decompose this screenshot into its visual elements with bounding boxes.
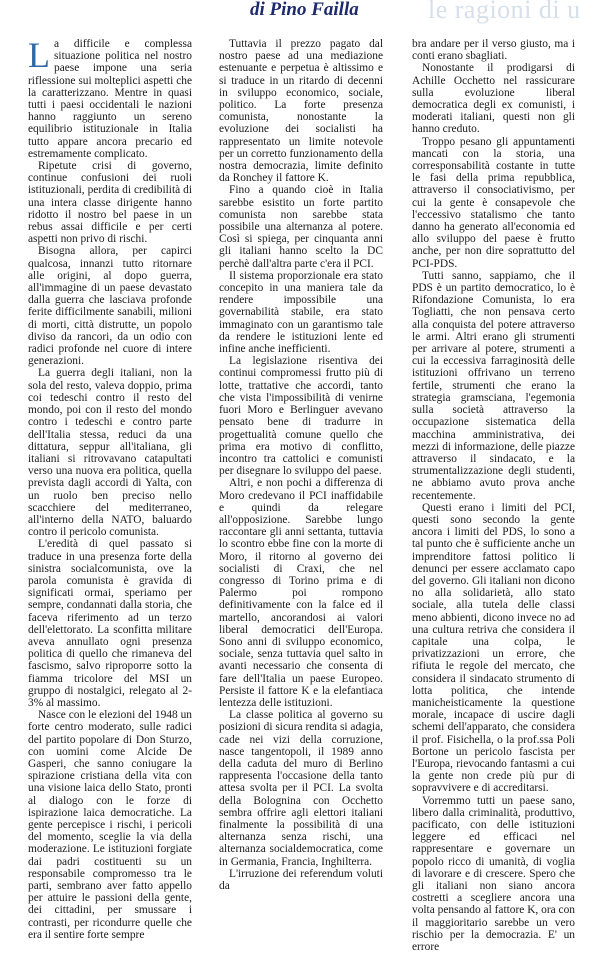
paragraph: Bisogna allora, per capirci qualcosa, innanzi tutto ritornare alle origini, al dopo guerra, all'immagine di un paese devastato dalla guerra che lasciava profonde ferite difficilmente sanabili, milioni di morti, città distrutte, un popolo diviso da rancori, da un odio con radici profonde nel cuore di intere generazioni.: [28, 245, 192, 368]
paragraph: L'eredità di quel passato si traduce in una presenza forte della sinistra socialcomunista, ove la parola comunista è gravida di significati ormai, speriamo per sempre, condannati dalla storia, che faceva riferimento ad un terzo dell'elettorato. La sconfitta militare aveva annullato ogni presenza politica di quello che rimaneva del fascismo, salvo riproporre sotto la fiamma tricolore del MSI un gruppo di nostalgici, relegato al 2-3% al massimo.: [28, 538, 192, 709]
paragraph: La difficile e complessa situazione politica nel nostro paese impone una seria riflessione sui molteplici aspetti che la caratterizzano. Mentre in quasi tutti i paesi occidentali le nazioni hanno raggiunto un sereno equilibrio istituzionale in Italia tutto appare ancora precario ed estremamente complicato.: [28, 35, 192, 160]
article-column-3: [412, 38, 575, 953]
paragraph: Nonostante il prodigarsi di Achille Occhetto nel rassicurare sulla evoluzione liberal democratica degli ex comunisti, i moderati italiani, questi non gli hanno creduto.: [412, 62, 575, 136]
paragraph: Tutti sanno, sappiamo, che il PDS è un partito democratico, lo è Rifondazione Comunista, lo era Togliatti, che non pensava certo alla conquista del potere attraverso le armi. Altri erano gli strumenti per arrivare al potere, strumenti a cui la eccessiva farraginosità delle istituzioni offrivano un terreno fertile, strumenti che erano la strategia gramsciana, l'egemonia sulla società attraverso la occupazione sistematica della macchina amministrativa, dei mezzi di informazione, delle piazze attraverso il sindacato, e la strumentalizzazione degli studenti, ne abbiamo avuto prova anche recentemente.: [412, 269, 575, 502]
paragraph: Fino a quando cioè in Italia sarebbe esistito un forte partito comunista non sarebbe stata possibile una alternanza al potere. Così si spiega, per cinquanta anni gli italiani hanno scelto la DC perchè dall'altra parte c'era il PCI.: [219, 184, 383, 270]
paragraph: Altri, e non pochi a differenza di Moro credevano il PCI inaffidabile e quindi da relegare all'opposizione. Sarebbe lungo raccontare gli anni settanta, tuttavia lo scontro ebbe fine con la morte di Moro, il ritorno al governo dei socialisti di Craxi, che nel congresso di Torino prima e di Palermo poi rompono definitivamente con la falce ed il martello, ancorandosi ai valori liberal democratici dell'Europa. Sono anni di sviluppo economico, sociale, senza tuttavia quel salto in avanti necessario che consenta di fare dell'Italia un paese Europeo. Persiste il fattore K e la elefantiaca lentezza delle istituzioni.: [219, 477, 383, 709]
paragraph: Tuttavia il prezzo pagato dal nostro paese ad una mediazione estenuante e perpetua è altissimo e si traduce in un ritardo di decenni in sviluppo economico, sociale, politico. La forte presenza comunista, nonostante la evoluzione dei socialisti ha rappresentato un limite notevole per un corretto funzionamento della nostra democrazia, limite definito da Ronchey il fattore K.: [219, 38, 383, 185]
ghost-title: le ragioni di u: [428, 0, 581, 24]
paragraph: La classe politica al governo su posizioni di sicura rendita si adagia, cade nei vizi della corruzione, nasce tangentopoli, il 1989 anno della caduta del muro di Berlino rappresenta l'occasione della tanto attesa svolta per il PCI. La svolta della Bolognina con Occhetto sembra offrire agli elettori italiani finalmente la possibilità di una alternanza senza rischi, una alternanza socialdemocratica, come in Germania, Francia, Inghilterra.: [219, 709, 383, 868]
paragraph: La legislazione risentiva dei continui compromessi frutto più di lotte, trattative che accordi, tanto che vista l'impossibilità di venirne fuori Moro e Berlinguer avevano pensato bene di tradurre in progettualità comune quello che prima era motivo di conflitto, incontro tra cattolici e comunisti per disegnare lo sviluppo del paese.: [219, 355, 383, 478]
article-column-2: [219, 38, 383, 893]
paragraph: Il sistema proporzionale era stato concepito in una maniera tale da rendere impossibile una governabilità stabile, era stato immaginato con un garantismo tale da rendere le istituzioni lente ed infine anche inefficienti.: [219, 269, 383, 356]
paragraph: Ripetute crisi di governo, continue confusioni dei ruoli istituzionali, perdita di credibilità di una intera classe dirigente hanno ridotto il nostro bel paese in un rebus assai difficile e per certi aspetti non privo di rischi.: [28, 160, 192, 246]
paragraph: La guerra degli italiani, non la sola del resto, valeva doppio, prima coi tedeschi contro il resto del mondo, poi con il resto del mondo contro i tedeschi e contro parte dell'Italia stessa, reduci da una dittatura, seppur all'italiana, gli italiani si ritrovavano catapultati verso una nuova era politica, quella prevista dagli accordi di Yalta, con un ruolo ben preciso nello scacchiere del mediterraneo, all'interno della NATO, baluardo contro il pericolo comunista.: [28, 367, 192, 539]
header-banner: [0, 0, 600, 24]
paragraph: L'irruzione dei referendum voluti da: [219, 867, 383, 893]
paragraph: Nasce con le elezioni del 1948 un forte centro moderato, sulle radici del partito popolare di Don Sturzo, con uomini come Alcide De Gasperi, che sanno coniugare la spirazione cristiana della vita con una visione laica dello Stato, pronti al dialogo con le forze di ispirazione laica democratiche. La gente percepisce i rischi, i pericoli del momento, sceglie la via della moderazione. Le istituzioni forgiate dai padri costituenti su un responsabile compromesso tra le parti, sembrano aver fatto appello per attuire le passioni della gente, dei cittadini, per smussare i contrasti, per ricondurre quelle che era il sentire forte sempre: [28, 709, 192, 941]
drop-cap: L: [28, 35, 50, 75]
author-byline: di Pino Failla: [250, 0, 359, 20]
paragraph: Questi erano i limiti del PCI, questi sono secondo la gente ancora i limiti del PDS, lo sono a tal punto che è sufficiente anche un imprenditore fattosi politico li denunci per essere acclamato capo del governo. Gli italiani non dicono no alla solidarietà, allo stato sociale, alla tutela delle classi meno abbienti, dicono invece no ad una cultura retriva che considera il capitale una colpa, le privatizzazioni un errore, che rifiuta le regole del mercato, che considera il sindacato strumento di lotta politica, che intende manicheisticamente la questione morale, incapace di uscire dagli schemi dell'apparato, che considera il prof. Fisichella, o la prof.ssa Poli Bortone un pericolo fascista per l'Europa, rievocando fantasmi a cui la gente non crede più pur di sopravvivere e di accreditarsi.: [412, 501, 575, 795]
paragraph: Vorremmo tutti un paese sano, libero dalla criminalità, produttivo, pacificato, con delle istituzioni leggere ed efficaci nel rappresentare e governare un popolo ricco di umanità, di voglia di lavorare e di crescere. Spero che gli italiani non siano ancora costretti a scegliere ancora una volta pensando al fattore K, ora con il maggioritario sarebbe un vero rischio per la democrazia. E' un errore: [412, 794, 575, 953]
article-column-1: [28, 35, 192, 941]
paragraph: Troppo pesano gli appuntamenti mancati con la storia, una corresponsabilità costante in tutte le fasi della prima repubblica, attraverso il consociativismo, per cui la gente è consapevole che l'eccessivo statalismo che tanto danno ha generato all'economia ed allo sviluppo del paese è frutto anche, per non dire soprattutto del PCI-PDS.: [412, 135, 575, 270]
paragraph: bra andare per il verso giusto, ma i conti erano sbagliati.: [412, 38, 575, 63]
